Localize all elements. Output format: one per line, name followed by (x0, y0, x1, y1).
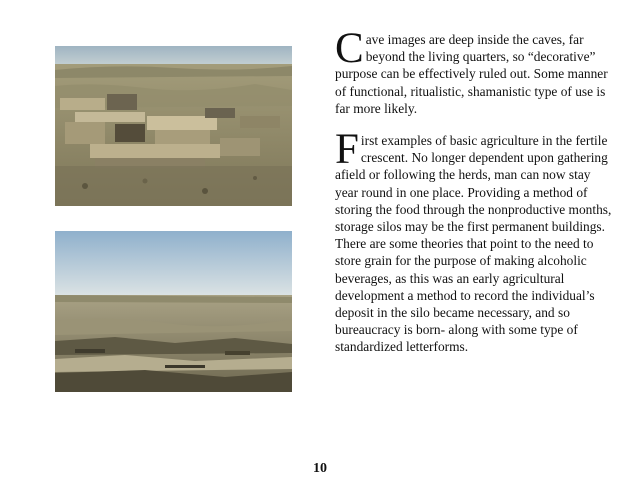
paragraph-text: ave images are deep inside the caves, far beyond the living quarters, so “decorative” purpose can be effectively ruled out. Some manner of functional, ritualistic, shamanistic type of use is far more likely. (335, 32, 608, 116)
page-number: 10 (313, 461, 327, 476)
ruins-photo (55, 46, 292, 206)
desert-landscape-photo-graphic (55, 231, 292, 392)
paragraph-text: irst examples of basic agriculture in the fertile crescent. No longer dependent upon gathering afield or following the herds, man can now stay year round in one place. Providing a method of storing the food through the nonproductive months, storage silos may be the first permanent buildings. There are some theories that point to the need to store grain for the purpose of making alcoholic beverages, as this was an early agricultural development a method to record the individual’s deposit in the silo became necessary, and so bureaucracy is born- along with some type of standardized letterforms. (335, 133, 612, 355)
cave-images-paragraph (335, 25, 615, 117)
desert-landscape-photo (55, 231, 292, 392)
agriculture-paragraph (335, 126, 615, 356)
drop-cap-initial: C (335, 25, 364, 72)
drop-cap-initial: F (335, 126, 359, 173)
ruins-photo-graphic (55, 46, 292, 206)
